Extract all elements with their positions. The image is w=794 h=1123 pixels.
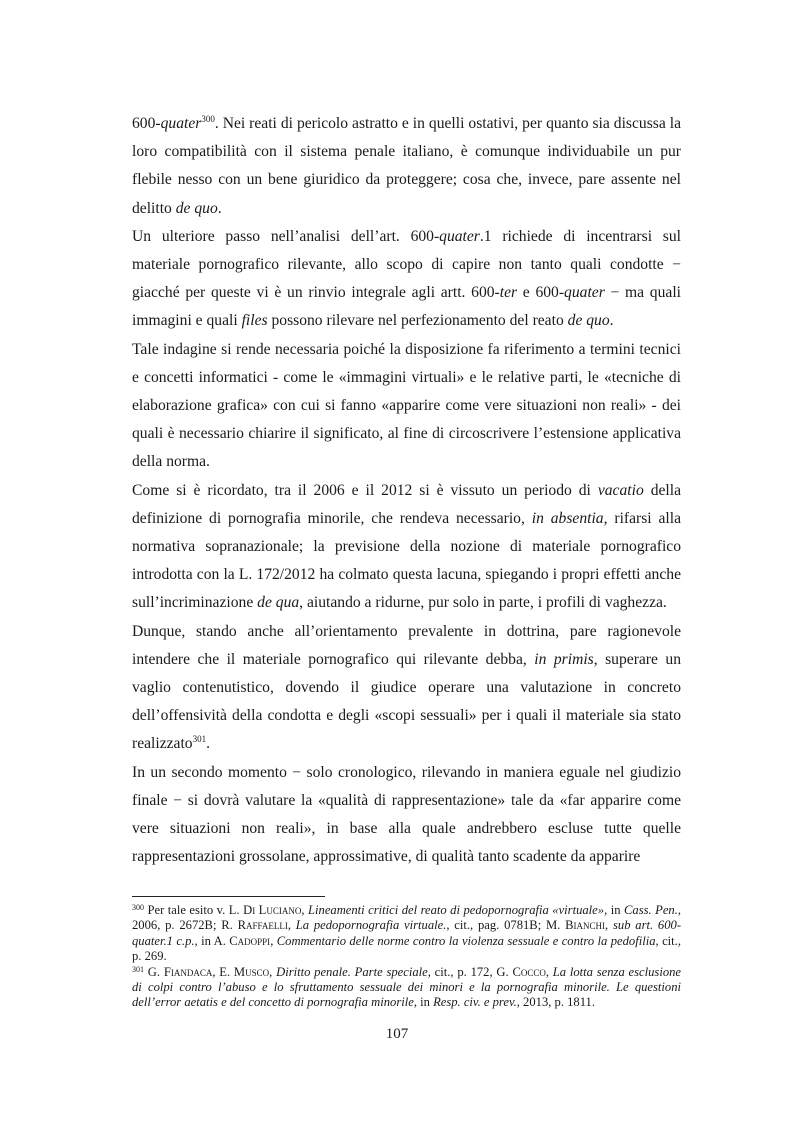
paragraph-4: Come si è ricordato, tra il 2006 e il 2012 si è vissuto un periodo di vacatio della definizione di pornografia minorile, che rendeva necessario, in absentia, rifarsi alla normativa sopranazionale; la previsione della nozione di materiale pornografico introdotta con la L. 172/2012 ha colmato questa lacuna, spiegando i propri effetti anche sull’incriminazione de qua, aiutando a ridurne, pur solo in parte, i profili di vaghezza. [132,481,682,612]
page-number: 107 [385,1026,409,1042]
paragraph-3: Tale indagine si rende necessaria poiché la disposizione fa riferimento a termini tecnici e concetti informatici - come le «immagini virtuali» e le relative parti, le «tecniche di elaborazione grafica» con cui si fanno «apparire come vere situazioni non reali» - dei quali è necessario chiarire il significato, al fine di circoscrivere l’estensione applicativa della norma. [132,340,681,471]
footnote-ref-301[interactable]: 301 [192,734,207,745]
footnotes [132,903,681,1011]
footnote-ref-300[interactable]: 300 [201,114,215,124]
footnote-separator [132,896,325,897]
paragraph-1: 600-quater$^{300}$. Nei reati di pericolo astratto e in quelli ostativi, per quanto sia discussa la loro compatibilità con il sistema penale italiano, è comunque individuabile un pur flebile nesso con un bene giuridico da proteggere; cosa che, invece, pare assente nel delitto de quo. [132,114,681,217]
footnote-300: $^{300}$ Per tale esito v. L. Di Luciano, Lineamenti critici del reato di pedopornografia «virtuale», in Cass. Pen., 2006, p. 2672B; R. Raffaelli, La pedopornografia virtuale., cit., pag. 0781B; M. Bianchi, sub art. 600-quater.1 c.p., in A. Cadoppi, Commentario delle norme contro la violenza sessuale e contro la pedofilia, cit., p. 269. [132,903,682,964]
paragraph-6: In un secondo momento − solo cronologico, rilevando in maniera eguale nel giudizio finale − si dovrà valutare la «qualità di rappresentazione» tale da «far apparire come vere situazioni non reali», in base alla quale andrebbero escluse tutte quelle rappresentazioni grossolane, approssimative, di qualità tanto scadente da apparire [132,763,681,866]
main-text [132,110,681,871]
footnote-301: $^{301}$ G. Fiandaca, E. Musco, Diritto penale. Parte speciale, cit., p. 172, G. Cocco, La lotta senza esclusione di colpi contro l’abuso e lo sfruttamento sessuale dei minori e la pornografia minorile. Le questioni dell’error aetatis e del concetto di pornografia minorile, in Resp. civ. e prev., 2013, p. 1811. [132,964,682,1010]
paragraph-2: Un ulteriore passo nell’analisi dell’art. 600-quater.1 richiede di incentrarsi sul materiale pornografico rilevante, allo scopo di capire non tanto quali condotte − giacché per queste vi è un rinvio integrale agli artt. 600-ter e 600-quater − ma quali immagini e quali files possono rilevare nel perfezionamento del reato de quo. [132,227,681,330]
paragraph-5: Dunque, stando anche all’orientamento prevalente in dottrina, pare ragionevole intendere che il materiale pornografico qui rilevante debba, in primis, superare un vaglio contenutistico, dovendo il giudice operare una valutazione in concreto dell’offensività della condotta e degli «scopi sessuali» per i quali il materiale sia stato realizzato$^{301}$. [132,622,681,753]
